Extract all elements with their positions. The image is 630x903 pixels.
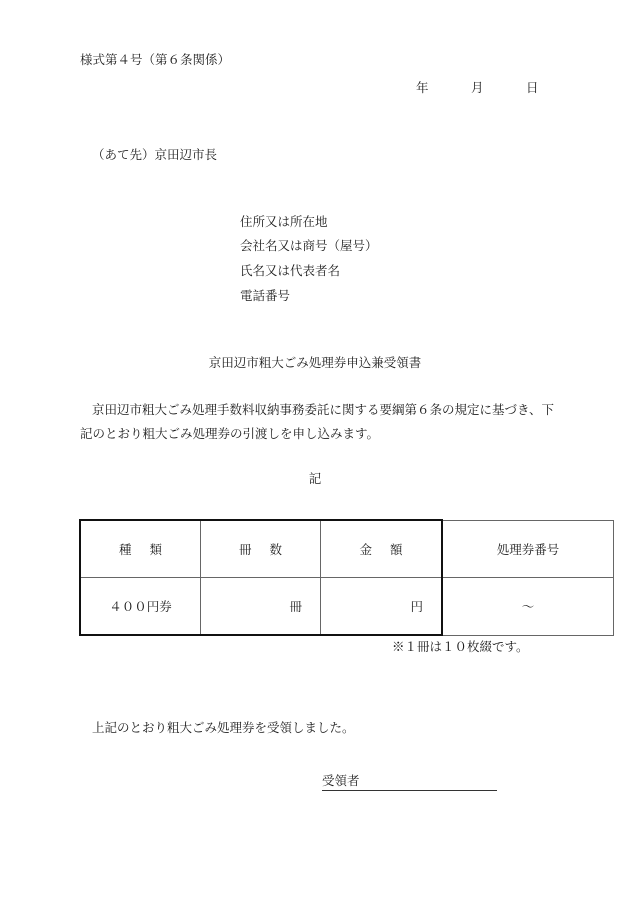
ki-mark: 記 <box>308 471 322 486</box>
ticket-table <box>79 519 614 636</box>
applicant-address-label: 住所又は所在地 <box>240 214 328 229</box>
header-ticket-number: 処理券番号 <box>442 520 614 578</box>
table-header-row <box>80 520 614 578</box>
application-statement-text: 京田辺市粗大ごみ処理手数料収納事務委託に関する要綱第６条の規定に基づき、下記のとおり粗大ごみ処理券の引渡しを申し込みます。 <box>80 402 555 441</box>
addressee: （あて先）京田辺市長 <box>92 147 218 162</box>
header-type: 種類 <box>80 520 201 578</box>
receiver-signature-line <box>322 790 497 791</box>
date-year-label: 年 <box>416 80 429 95</box>
date-month-label: 月 <box>471 80 484 95</box>
cell-count: 冊 <box>201 578 321 636</box>
cell-amount: 円 <box>321 578 443 636</box>
form-number: 様式第４号（第６条関係） <box>80 52 231 67</box>
header-amount: 金額 <box>321 520 443 578</box>
document-title: 京田辺市粗大ごみ処理券申込兼受領書 <box>208 355 422 370</box>
cell-ticket-range: ～ <box>442 578 614 636</box>
applicant-name-label: 氏名又は代表者名 <box>240 263 341 278</box>
table-row <box>80 578 614 636</box>
received-statement: 上記のとおり粗大ごみ処理券を受領しました。 <box>92 720 355 735</box>
receiver-label: 受領者 <box>322 773 360 788</box>
table-note: ※１冊は１０枚綴です。 <box>392 639 529 654</box>
application-statement <box>80 398 560 446</box>
applicant-phone-label: 電話番号 <box>240 288 291 303</box>
applicant-company-label: 会社名又は商号（屋号） <box>240 238 378 253</box>
date-day-label: 日 <box>526 80 539 95</box>
cell-type: ４００円券 <box>80 578 201 636</box>
header-count: 冊数 <box>201 520 321 578</box>
